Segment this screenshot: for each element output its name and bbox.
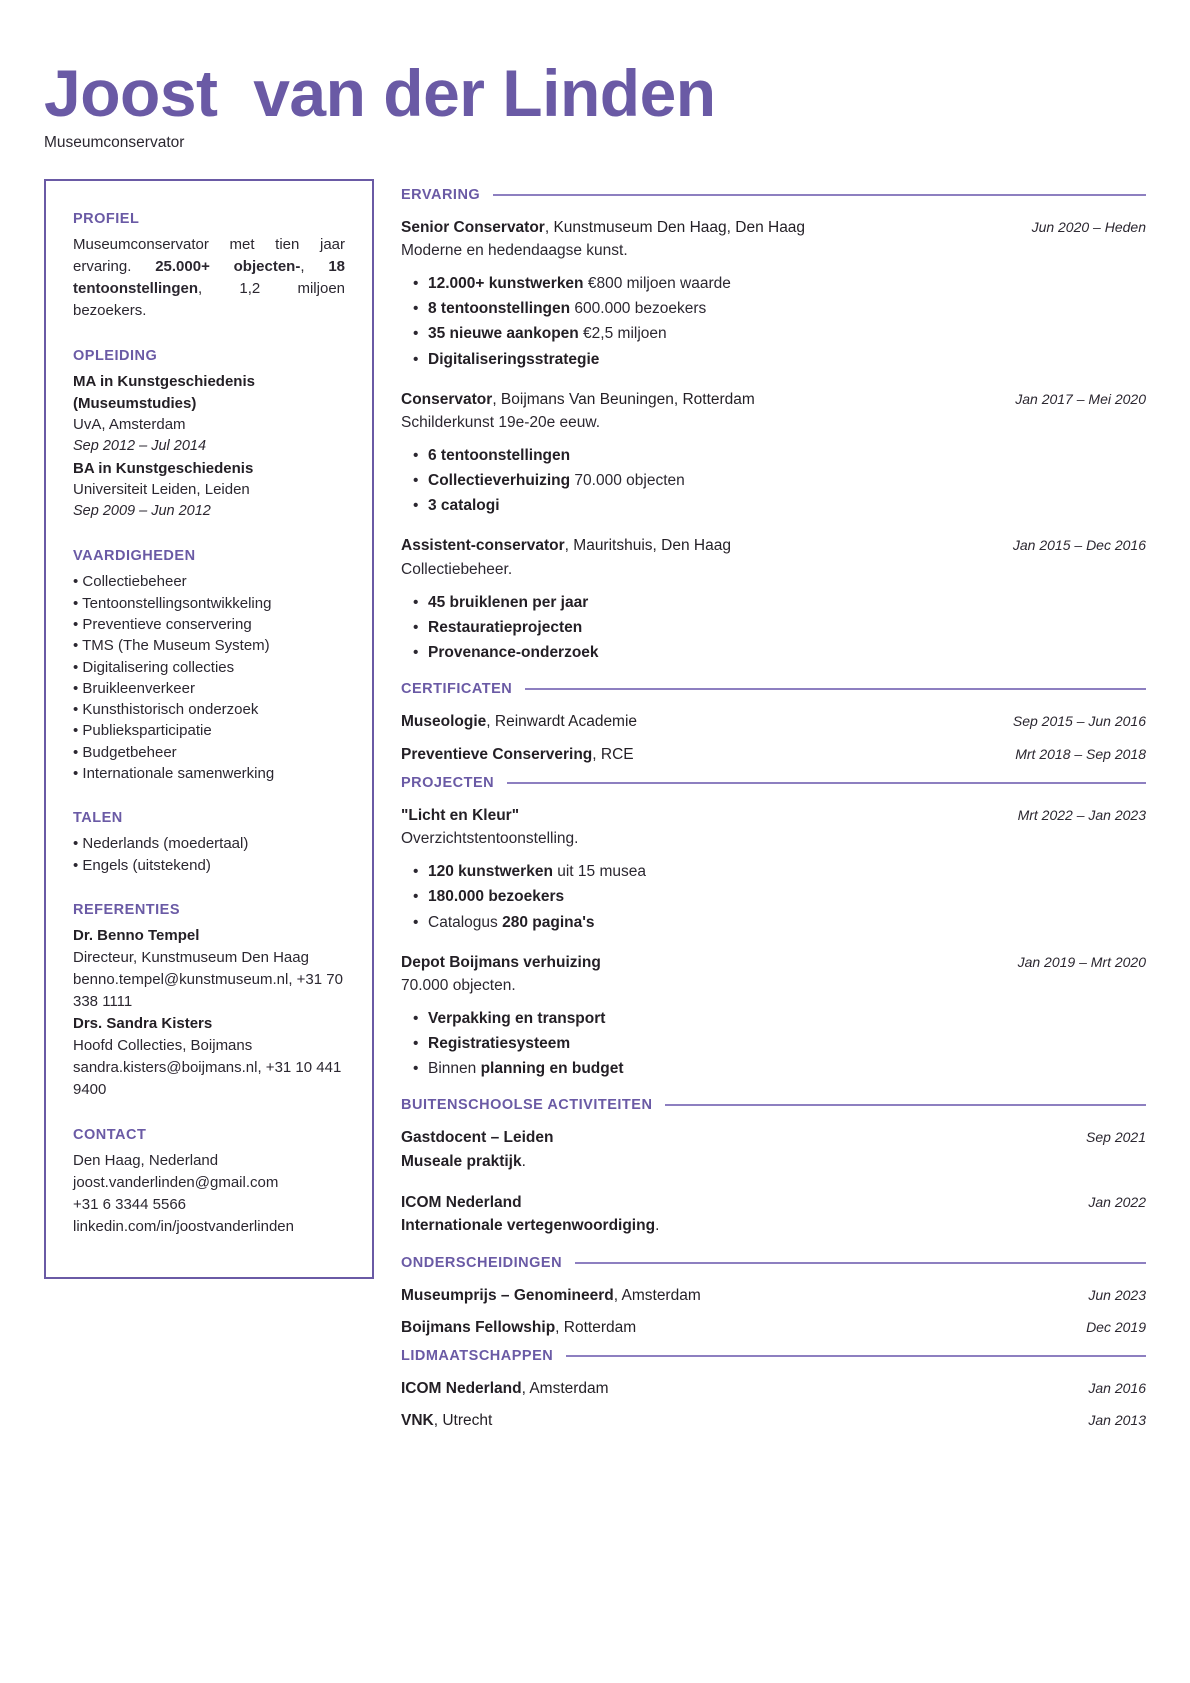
entry-row — [401, 1284, 1146, 1307]
bullet-highlight: 180.000 bezoekers — [428, 888, 565, 906]
bullet-item — [401, 1006, 1146, 1031]
entry-organisation: , Boijmans Van Beuningen, Rotterdam — [492, 390, 755, 408]
reference-name: Drs. Sandra Kisters — [73, 1014, 213, 1032]
resume-header — [0, 0, 1190, 152]
entry-role: "Licht en Kleur" — [401, 806, 520, 824]
bullet-highlight: Restauratieprojecten — [428, 619, 583, 637]
section-heading-certificates: CERTIFICATEN — [401, 681, 513, 698]
section-awards — [401, 1255, 1146, 1340]
membership-entries — [401, 1377, 1146, 1433]
bullet-highlight: Provenance-onderzoek — [428, 644, 599, 662]
skill-item: • Digitalisering collecties — [73, 658, 235, 676]
entry-row — [401, 804, 1146, 827]
entry-summary: 70.000 objecten. — [401, 976, 516, 994]
bullet-item — [401, 347, 1146, 372]
entry-row — [401, 1377, 1146, 1400]
entry-row — [401, 216, 1146, 239]
bullet-item — [401, 493, 1146, 518]
certificate-entry — [401, 710, 1146, 733]
section-activities — [401, 1097, 1146, 1237]
section-certificates — [401, 681, 1146, 766]
section-projects — [401, 775, 1146, 1082]
entry-row — [401, 388, 1146, 411]
experience-entries — [401, 216, 1146, 666]
entry-role: Conservator — [401, 390, 493, 408]
section-head-projects — [401, 775, 1146, 791]
main-column — [374, 179, 1146, 1442]
section-rule — [525, 688, 1146, 690]
section-rule — [493, 194, 1146, 196]
activity-detail — [401, 1214, 1146, 1238]
candidate-job-title: Museumconservator — [44, 133, 185, 151]
entry-bullets — [401, 443, 1146, 518]
education-degree: BA in Kunstgeschiedenis — [73, 459, 254, 477]
languages-list — [73, 833, 345, 876]
profile-fragment: , 1,2 miljoen bezoekers. — [73, 280, 345, 320]
entry-date: Jun 2023 — [1088, 1286, 1146, 1303]
activity-entry — [401, 1126, 1146, 1173]
entry-title — [401, 710, 637, 733]
section-head-memberships — [401, 1348, 1146, 1364]
entry-date: Jan 2017 – Mei 2020 — [1015, 390, 1146, 407]
section-rule — [575, 1262, 1146, 1264]
section-heading-memberships: LIDMAATSCHAPPEN — [401, 1348, 554, 1365]
section-heading-projects: PROJECTEN — [401, 774, 495, 791]
section-heading-experience: ERVARING — [401, 186, 481, 203]
entry-title — [401, 804, 519, 827]
entry-row — [401, 1409, 1146, 1432]
entry-row — [401, 1316, 1146, 1339]
entry-organisation: , Rotterdam — [555, 1318, 637, 1336]
entry-title — [401, 1126, 553, 1150]
entry-title — [401, 1316, 636, 1339]
candidate-name: Joost van der Linden — [44, 56, 716, 130]
section-heading-languages: TALEN — [73, 810, 123, 827]
entry-title — [401, 216, 805, 239]
entry-bullets — [401, 271, 1146, 371]
bullet-highlight: Registratiesysteem — [428, 1035, 571, 1053]
bullet-item — [401, 1031, 1146, 1056]
entry-organisation: , Reinwardt Academie — [486, 713, 638, 731]
section-rule — [665, 1104, 1146, 1106]
entry-date: Mrt 2018 – Sep 2018 — [1015, 745, 1146, 762]
section-memberships — [401, 1348, 1146, 1433]
contact-list — [73, 1150, 345, 1238]
entry-organisation: , Amsterdam — [521, 1380, 609, 1398]
activity-detail — [401, 1150, 1146, 1174]
skill-item: • Budgetbeheer — [73, 743, 177, 761]
entry-title — [401, 1409, 492, 1432]
entry-title — [401, 534, 731, 557]
bullet-rest: €800 miljoen waarde — [583, 275, 731, 293]
bullet-prefix: Binnen — [428, 1060, 481, 1078]
entry-date: Jan 2019 – Mrt 2020 — [1017, 953, 1146, 970]
bullet-highlight: 12.000+ kunstwerken — [428, 275, 584, 293]
bullet-item — [401, 590, 1146, 615]
education-school: Universiteit Leiden, Leiden — [73, 480, 250, 498]
references-list — [73, 925, 345, 1101]
bullet-rest: €2,5 miljoen — [578, 325, 667, 343]
entry-date: Jun 2020 – Heden — [1031, 218, 1146, 235]
experience-entry — [401, 388, 1146, 519]
bullet-highlight: 35 nieuwe aankopen — [428, 325, 579, 343]
skill-item: • Bruikleenverkeer — [73, 679, 195, 697]
bullet-item — [401, 443, 1146, 468]
reference-name: Dr. Benno Tempel — [73, 926, 200, 944]
entry-name: VNK — [401, 1412, 434, 1430]
experience-entry — [401, 216, 1146, 372]
entry-row — [401, 1191, 1146, 1215]
skill-item: • Preventieve conservering — [73, 615, 252, 633]
bullet-rest: 600.000 bezoekers — [570, 300, 707, 318]
skill-item: • Publieksparticipatie — [73, 722, 212, 740]
entry-bullets — [401, 590, 1146, 665]
contact-line: joost.vanderlinden@gmail.com — [73, 1173, 279, 1191]
entry-summary: Schilderkunst 19e-20e eeuw. — [401, 413, 601, 431]
section-heading-education: OPLEIDING — [73, 348, 158, 365]
skills-list — [73, 571, 345, 784]
skill-item: • Internationale samenwerking — [73, 765, 275, 782]
activity-entries — [401, 1126, 1146, 1237]
section-head-certificates — [401, 681, 1146, 697]
section-head-awards — [401, 1255, 1146, 1271]
reference-contact: sandra.kisters@boijmans.nl, +31 10 441 9400 — [73, 1058, 342, 1098]
bullet-item — [401, 615, 1146, 640]
award-entry — [401, 1316, 1146, 1339]
entry-organisation: , Amsterdam — [613, 1286, 701, 1304]
entry-date: Dec 2019 — [1086, 1318, 1146, 1335]
entry-row — [401, 951, 1146, 974]
bullet-highlight: Verpakking en transport — [428, 1010, 606, 1028]
language-item: • Engels (uitstekend) — [73, 856, 211, 874]
education-degree: MA in Kunstgeschiedenis (Museumstudies) — [73, 373, 255, 412]
section-heading-activities: BUITENSCHOOLSE ACTIVITEITEN — [401, 1097, 653, 1114]
entry-role: Depot Boijmans verhuizing — [401, 953, 601, 971]
contact-line: linkedin.com/in/joostvanderlinden — [73, 1217, 294, 1235]
entry-summary: Collectiebeheer. — [401, 560, 513, 578]
entry-title — [401, 743, 634, 766]
experience-entry — [401, 534, 1146, 665]
profile-highlight: 25.000+ objecten- — [155, 257, 301, 275]
bullet-item — [401, 859, 1146, 884]
entry-title — [401, 1284, 701, 1307]
skill-item: • TMS (The Museum System) — [73, 637, 270, 655]
entry-date: Jan 2016 — [1088, 1380, 1146, 1397]
activity-detail-highlight: Internationale vertegenwoordiging — [401, 1217, 656, 1235]
entry-organisation: , RCE — [592, 745, 634, 763]
profile-fragment: , — [300, 257, 329, 275]
section-references — [73, 902, 345, 1101]
entry-date: Jan 2013 — [1088, 1412, 1146, 1429]
section-rule — [507, 782, 1146, 784]
section-head-experience — [401, 187, 1146, 203]
skill-item: • Tentoonstellingsontwikkeling — [73, 594, 272, 612]
education-date: Sep 2012 – Jul 2014 — [73, 437, 207, 454]
entry-row — [401, 534, 1146, 557]
entry-summary: Overzichtstentoonstelling. — [401, 830, 579, 848]
entry-organisation: , Utrecht — [433, 1412, 493, 1430]
entry-date: Mrt 2022 – Jan 2023 — [1017, 806, 1146, 823]
activity-entry — [401, 1191, 1146, 1238]
entry-date: Sep 2015 – Jun 2016 — [1012, 713, 1146, 730]
activity-detail-highlight: Museale praktijk — [401, 1152, 522, 1170]
bullet-highlight: Digitaliseringsstrategie — [428, 350, 600, 368]
profile-text — [73, 234, 345, 323]
activity-detail-rest: . — [521, 1152, 526, 1170]
award-entries — [401, 1284, 1146, 1340]
language-item: • Nederlands (moedertaal) — [73, 835, 249, 853]
bullet-prefix: Catalogus — [428, 913, 503, 931]
bullet-highlight: 45 bruiklenen per jaar — [428, 593, 589, 611]
activity-detail-rest: . — [655, 1217, 660, 1235]
entry-date: Jan 2015 – Dec 2016 — [1012, 537, 1146, 554]
entry-title — [401, 1191, 522, 1215]
bullet-highlight: 280 pagina's — [502, 913, 595, 931]
entry-bullets — [401, 859, 1146, 934]
membership-entry — [401, 1409, 1146, 1432]
education-list — [73, 371, 345, 522]
activity-title: ICOM Nederland — [401, 1193, 522, 1211]
section-heading-contact: CONTACT — [73, 1126, 147, 1143]
section-skills — [73, 548, 345, 784]
education-school: UvA, Amsterdam — [73, 416, 186, 434]
contact-line: +31 6 3344 5566 — [73, 1195, 187, 1213]
bullet-item — [401, 271, 1146, 296]
resume-body — [0, 179, 1190, 1442]
bullet-highlight: 3 catalogi — [428, 497, 500, 515]
bullet-item — [401, 321, 1146, 346]
entry-row — [401, 743, 1146, 766]
bullet-item — [401, 910, 1146, 935]
certificate-entries — [401, 710, 1146, 766]
bullet-item — [401, 468, 1146, 493]
section-heading-profile: PROFIEL — [73, 210, 140, 227]
bullet-item — [401, 296, 1146, 321]
entry-name: Museologie — [401, 713, 487, 731]
membership-entry — [401, 1377, 1146, 1400]
skill-item: • Kunsthistorisch onderzoek — [73, 701, 259, 719]
sidebar — [44, 179, 374, 1279]
education-date: Sep 2009 – Jun 2012 — [73, 502, 211, 519]
entry-title — [401, 1377, 609, 1400]
section-experience — [401, 187, 1146, 666]
project-entry — [401, 951, 1146, 1082]
entry-role: Assistent-conservator — [401, 537, 565, 555]
section-languages — [73, 810, 345, 876]
bullet-item — [401, 884, 1146, 909]
entry-organisation: , Mauritshuis, Den Haag — [564, 537, 731, 555]
entry-summary: Moderne en hedendaagse kunst. — [401, 241, 628, 259]
entry-name: Boijmans Fellowship — [401, 1318, 556, 1336]
reference-contact: benno.tempel@kunstmuseum.nl, +31 70 338 1111 — [73, 970, 343, 1010]
award-entry — [401, 1284, 1146, 1307]
profile-fragment: Museumconservator met tien jaar ervaring. — [73, 235, 345, 275]
section-profile — [73, 211, 345, 323]
bullet-highlight: 6 tentoonstellingen — [428, 447, 571, 465]
section-heading-references: REFERENTIES — [73, 901, 181, 918]
section-contact — [73, 1127, 345, 1238]
bullet-rest: 70.000 objecten — [570, 472, 685, 490]
reference-role: Hoofd Collecties, Boijmans — [73, 1036, 253, 1054]
section-head-activities — [401, 1097, 1146, 1113]
entry-role: Senior Conservator — [401, 218, 545, 236]
certificate-entry — [401, 743, 1146, 766]
profile-highlight: 18 tentoonstellingen — [73, 257, 346, 298]
bullet-highlight: 120 kunstwerken — [428, 863, 553, 881]
entry-date: Jan 2022 — [1088, 1193, 1146, 1210]
entry-name: Preventieve Conservering — [401, 745, 593, 763]
reference-role: Directeur, Kunstmuseum Den Haag — [73, 948, 309, 966]
entry-date: Sep 2021 — [1086, 1129, 1146, 1146]
entry-title — [401, 388, 755, 411]
entry-name: ICOM Nederland — [401, 1380, 522, 1398]
skill-item: • Collectiebeheer — [73, 573, 187, 591]
bullet-highlight: planning en budget — [480, 1060, 624, 1078]
entry-name: Museumprijs – Genomineerd — [401, 1286, 614, 1304]
bullet-highlight: 8 tentoonstellingen — [428, 300, 571, 318]
bullet-item — [401, 1056, 1146, 1081]
project-entry — [401, 804, 1146, 935]
entry-bullets — [401, 1006, 1146, 1081]
contact-line: Den Haag, Nederland — [73, 1151, 219, 1169]
section-heading-awards: ONDERSCHEIDINGEN — [401, 1254, 563, 1271]
bullet-rest: uit 15 musea — [552, 863, 646, 881]
entry-row — [401, 1126, 1146, 1150]
entry-organisation: , Kunstmuseum Den Haag, Den Haag — [544, 218, 806, 236]
entry-title — [401, 951, 601, 974]
section-heading-skills: VAARDIGHEDEN — [73, 548, 196, 565]
section-education — [73, 348, 345, 522]
bullet-item — [401, 640, 1146, 665]
project-entries — [401, 804, 1146, 1082]
activity-title: Gastdocent – Leiden — [401, 1129, 554, 1147]
section-rule — [566, 1355, 1146, 1357]
entry-row — [401, 710, 1146, 733]
bullet-highlight: Collectieverhuizing — [428, 472, 571, 490]
